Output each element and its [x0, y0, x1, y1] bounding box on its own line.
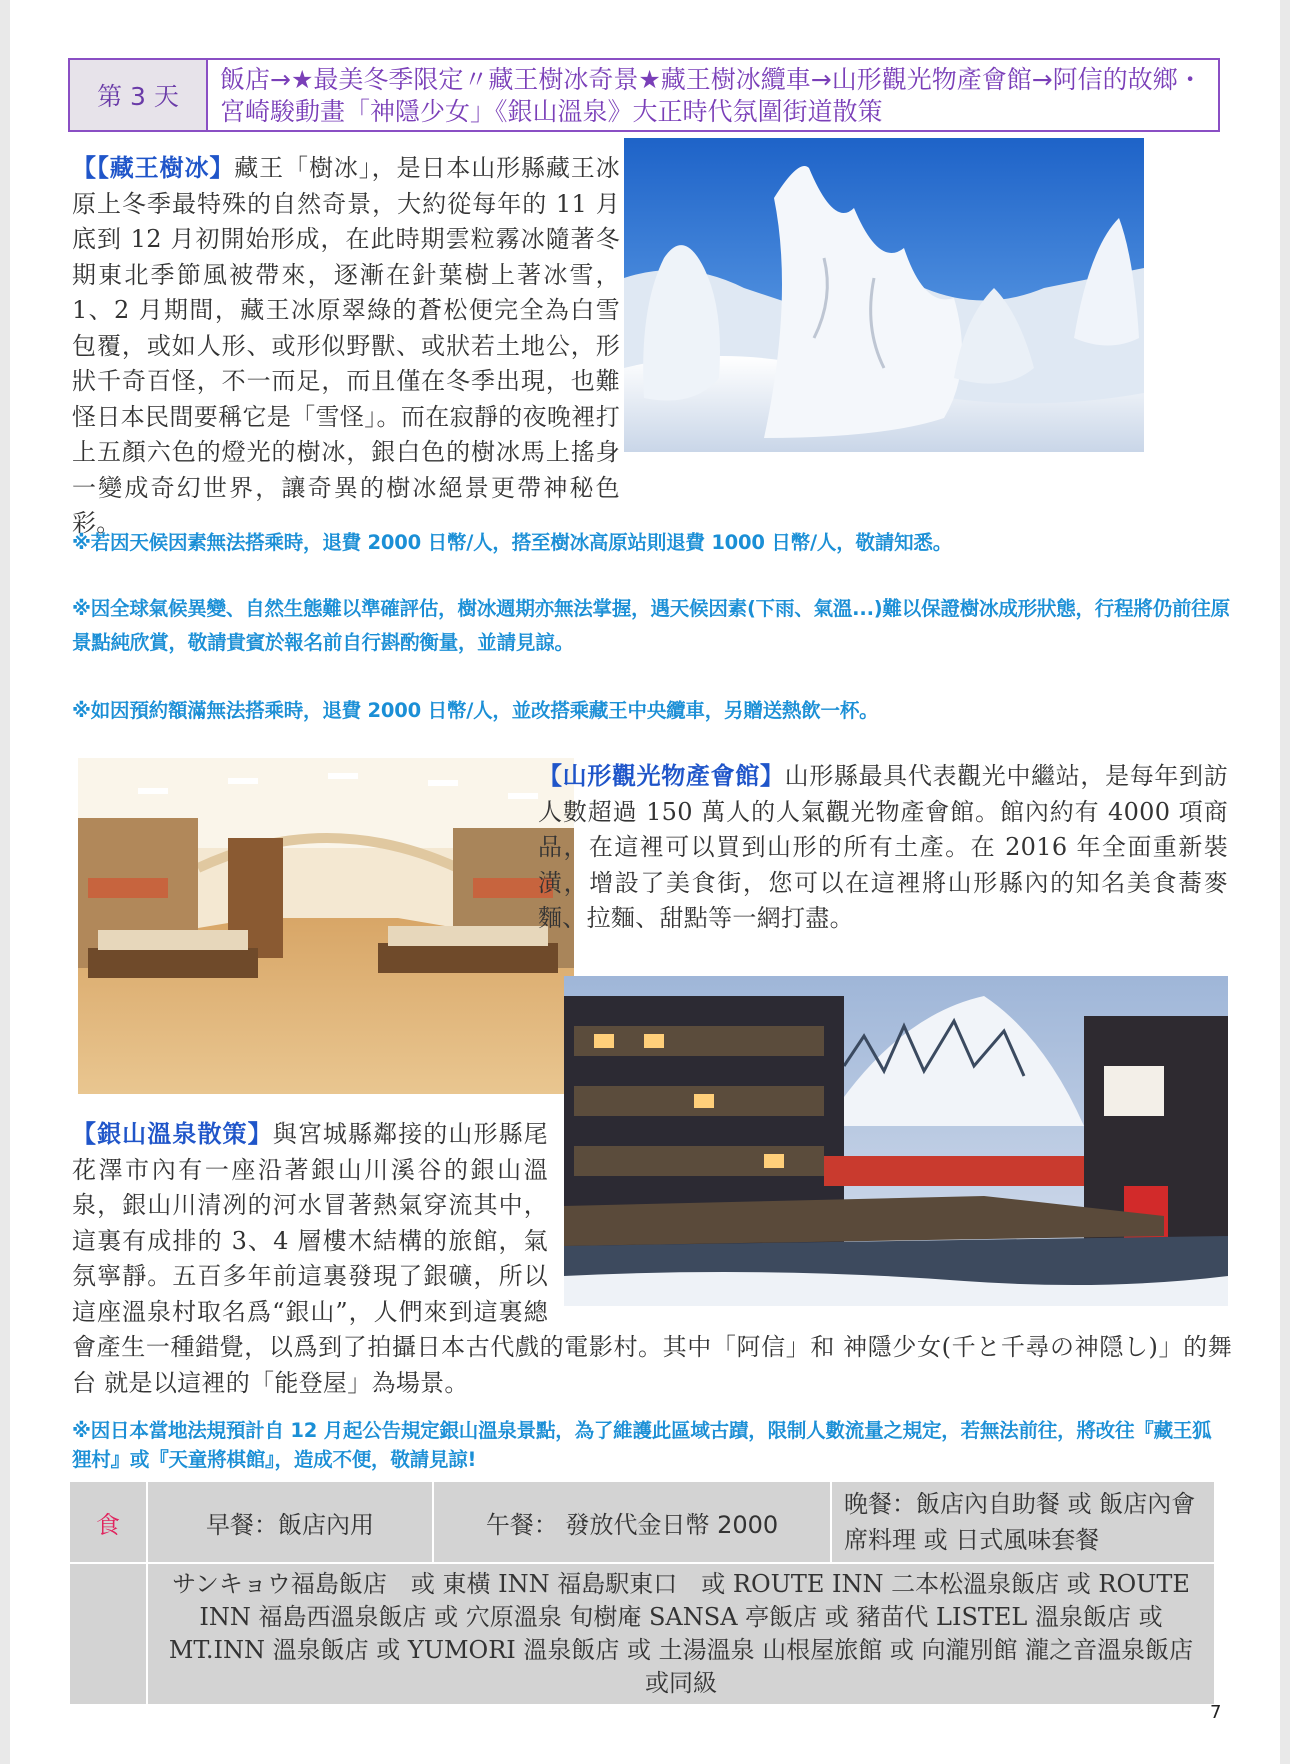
note-climate: ※因全球氣候異變、自然生態難以準確評估，樹冰週期亦無法掌握，遇天候因素(下雨、氣溫...)難以保證樹冰成形狀態，行程將仍前往原景點純欣賞，敬請貴賓於報名前自行斟酌衡量，並請見諒。 — [72, 597, 1230, 654]
day-header — [68, 58, 1220, 132]
hotel-list: サンキョウ福島飯店 或 東橫 INN 福島駅東口 或 ROUTE INN 二本松溫泉飯店 或 ROUTE INN 福島西溫泉飯店 或 穴原溫泉 旬樹庵 SANSA 亭飯店 或 豬苗代 LISTEL 溫泉飯店 或 MT.INN 溫泉飯店 或 YUMORI 溫泉飯店 或 土湯溫泉 山根屋旅館 或 向瀧別館 瀧之音溫泉飯店 或同級 — [147, 1563, 1215, 1705]
breakfast-cell: 早餐：飯店內用 — [147, 1481, 433, 1563]
note-fully-booked: ※如因預約額滿無法搭乘時，退費 2000 日幣/人，並改搭乘藏王中央纜車，另贈送熱飲一杯。 — [72, 699, 879, 722]
ginzan-onsen-heading: 【銀山溫泉散策】 — [72, 1119, 273, 1148]
day-label: 第 3 天 — [70, 60, 208, 130]
zao-juhyo-body: 藏王「樹冰」，是日本山形縣藏王冰原上冬季最特殊的自然奇景，大約從每年的 11 月底到 12 月初開始形成，在此時期雲粒霧冰隨著冬期東北季節風被帶來，逐漸在針葉樹上著冰雪，1、2 月期間，藏王冰原翠綠的蒼松便完全為白雪包覆，或如人形、或形似野獸、或狀若土地公，形狀千奇百怪，不一而足，而且僅在冬季出現，也難怪日本民間要稱它是「雪怪」。而在寂靜的夜晚裡打上五顏六色的燈光的樹冰，銀白色的樹冰馬上搖身一變成奇幻世界，讓奇異的樹冰絕景更帶神秘色彩。 — [72, 154, 620, 537]
yamagata-hall-body: 山形縣最具代表觀光中繼站，是每年到訪人數超過 150 萬人的人氣觀光物產會館。館內約有 4000 項商品，在這裡可以買到山形的所有土產。在 2016 年全面重新裝潢，增設了美食街，您可以在這裡將山形縣內的知名美食蕎麥麵、拉麵、甜點等一網打盡。 — [538, 762, 1229, 932]
note-ginzan-restriction: ※因日本當地法規預計自 12 月起公告規定銀山溫泉景點，為了維護此區域古蹟，限制人數流量之規定，若無法前往，將改往『藏王狐狸村』或『天童將棋館』，造成不便，敬請見諒! — [72, 1419, 1212, 1471]
zao-juhyo-heading: 【【藏王樹冰】 — [72, 153, 235, 182]
dinner-cell: 晚餐：飯店內自助餐 或 飯店內會席料理 或 日式風味套餐 — [831, 1481, 1215, 1563]
ginzan-onsen-body — [72, 1116, 1232, 1401]
yamagata-hall-paragraph — [538, 758, 1228, 937]
document-page — [10, 0, 1280, 1764]
lunch-cell: 午餐： 發放代金日幣 2000 — [433, 1481, 831, 1563]
page-number: 7 — [1210, 1702, 1222, 1723]
zao-juhyo-paragraph — [72, 150, 620, 542]
ginzan-onsen-body-text: 與宮城縣鄰接的山形縣尾花澤市內有一座沿著銀山川溪谷的銀山溫泉，銀山川清冽的河水冒著熱氣穿流其中，這裏有成排的 3、4 層樓木結構的旅館，氣氛寧靜。五百多年前這裏發現了銀礦，所以這座溫泉村取名爲“銀山”，人們來到這裏總會產生一種錯覺，以爲到了拍攝日本古代戲的電影村。其中「阿信」和 神隱少女(千と千尋の神隠し)」的舞台 就是以這裡的「能登屋」為場景。 — [72, 1120, 1232, 1397]
day-title: 飯店→★最美冬季限定〃藏王樹冰奇景★藏王樹冰纜車→山形觀光物產會館→阿信的故鄉・宮崎駿動畫「神隱少女」《銀山溫泉》大正時代氛圍街道散策 — [220, 65, 1203, 126]
note-refund-weather: ※若因天候因素無法搭乘時，退費 2000 日幣/人，搭至樹冰高原站則退費 1000 日幣/人，敬請知悉。 — [72, 531, 953, 554]
yamagata-hall-heading: 【山形觀光物產會館】 — [538, 761, 785, 790]
hotel-label-cell — [69, 1563, 147, 1705]
food-label: 食 — [69, 1481, 147, 1563]
snow-trees-photo — [624, 138, 1144, 452]
souvenir-hall-photo — [78, 758, 574, 1094]
meal-hotel-table — [68, 1480, 1216, 1706]
photo-float-spacer — [548, 1116, 1232, 1328]
